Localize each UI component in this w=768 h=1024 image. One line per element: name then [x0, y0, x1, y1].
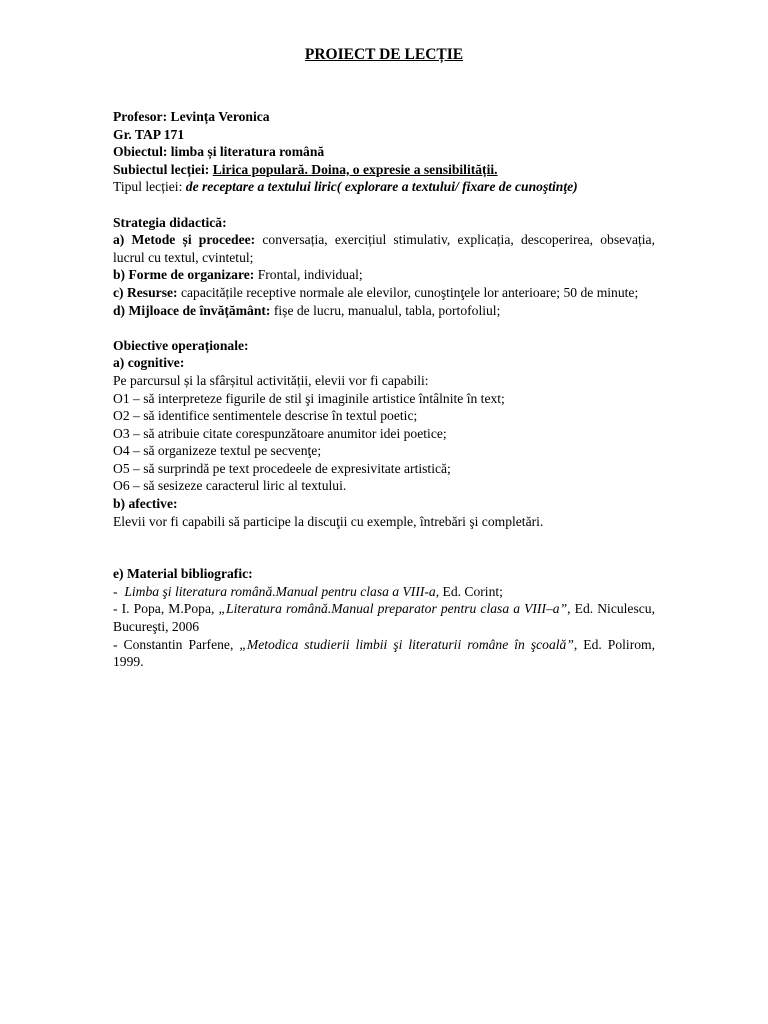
strategia-heading-text: Strategia didactică:: [113, 214, 227, 230]
metode-label: a) Metode și procedee:: [113, 232, 256, 248]
obiective-intro: Pe parcursul și la sfârșitul activității, elevii vor fi capabili:: [113, 372, 429, 388]
document-body: [113, 108, 655, 671]
ref1-suffix: , Ed. Corint;: [435, 583, 503, 599]
subiectul-value: Lirica populară. Doina, o expresie a sensibilității.: [212, 161, 498, 177]
grupa-line: [113, 126, 655, 144]
ref3-suffix: , Ed. Polirom, 1999.: [113, 636, 655, 670]
profesor-line: [113, 108, 655, 126]
cognitive-heading: [113, 354, 655, 372]
forme-label: b) Forme de organizare:: [113, 267, 255, 283]
bibliografie-heading: [113, 565, 655, 583]
profesor-label: Profesor:: [113, 109, 168, 124]
bibliografie-ref-1: [113, 583, 655, 601]
resurse-value: capacitățile receptive normale ale elevilor, cunoştinţele lor anterioare; 50 de minute;: [180, 284, 639, 300]
obiectul-line: [113, 143, 655, 161]
obiectul-label: Obiectul:: [113, 144, 168, 160]
obiective-heading: [113, 337, 655, 355]
forme-line: [113, 266, 655, 284]
bibliografie-heading-text: e) Material bibliografic:: [113, 566, 253, 582]
metode-paragraph: [113, 231, 655, 266]
obiectiv-o4: O4 – să organizeze textul pe secvenţe;: [113, 443, 322, 459]
grupa-value: Gr. TAP 171: [113, 126, 185, 142]
obiectiv-o6: O6 – să sesizeze caracterul liric al textului.: [113, 478, 347, 494]
afective-label: b) afective:: [113, 496, 178, 512]
ref2-title: „Literatura română.Manual preparator pentru clasa a VIII–a”: [218, 601, 568, 617]
cognitive-label: a) cognitive:: [113, 355, 185, 371]
mijloace-value: fișe de lucru, manualul, tabla, portofoliul;: [273, 302, 501, 318]
metode-value: conversația, exercițiul stimulativ, explicația, descoperirea, obsevația, lucrul cu textul, cvintetul;: [113, 232, 655, 265]
forme-value: Frontal, individual;: [257, 267, 363, 283]
ref1-title: Limba şi literatura română.Manual pentru clasa a VIII-a: [124, 583, 436, 599]
ref2-suffix: , Ed. Niculescu, Bucureşti, 2006: [113, 601, 655, 635]
obiectiv-o5: O5 – să surprindă pe text procedeele de expresivitate artistică;: [113, 460, 451, 476]
obiectiv-o3: O3 – să atribuie citate corespunzătoare anumitor idei poetice;: [113, 425, 447, 441]
tipul-line: [113, 178, 655, 196]
bibliografie-ref-2: [113, 600, 655, 635]
mijloace-label: d) Mijloace de învățământ:: [113, 302, 271, 318]
obiectul-value: limba și literatura română: [170, 144, 325, 160]
subiectul-line: [113, 161, 655, 179]
resurse-paragraph: [113, 284, 655, 302]
bibliografie-ref-3: [113, 636, 655, 671]
obiectiv-o1: O1 – să interpreteze figurile de stil şi imaginile artistice întâlnite în text;: [113, 390, 505, 406]
ref3-prefix: - Constantin Parfene,: [113, 636, 240, 652]
ref2-prefix: - I. Popa, M.Popa,: [113, 601, 219, 617]
afective-heading: [113, 495, 655, 513]
strategia-heading: [113, 214, 655, 232]
profesor-value: Levința Veronica: [170, 109, 270, 124]
tipul-label: Tipul lecției:: [113, 179, 183, 195]
afective-text: Elevii vor fi capabili să participe la discuţii cu exemple, întrebări şi completări.: [113, 513, 544, 529]
ref3-title: „Metodica studierii limbii şi literaturii române în şcoală”: [239, 636, 574, 652]
mijloace-line: [113, 302, 655, 320]
resurse-label: c) Resurse:: [113, 284, 178, 300]
ref1-prefix: -: [113, 583, 125, 599]
page-title: PROIECT DE LECȚIE: [304, 46, 464, 63]
obiectiv-o2: O2 – să identifice sentimentele descrise în textul poetic;: [113, 408, 418, 424]
obiective-heading-text: Obiective operaționale:: [113, 337, 249, 353]
subiectul-label: Subiectul lecției:: [113, 161, 210, 177]
tipul-value: de receptare a textului liric( explorare a textului/ fixare de cunoştinţe): [185, 179, 578, 195]
